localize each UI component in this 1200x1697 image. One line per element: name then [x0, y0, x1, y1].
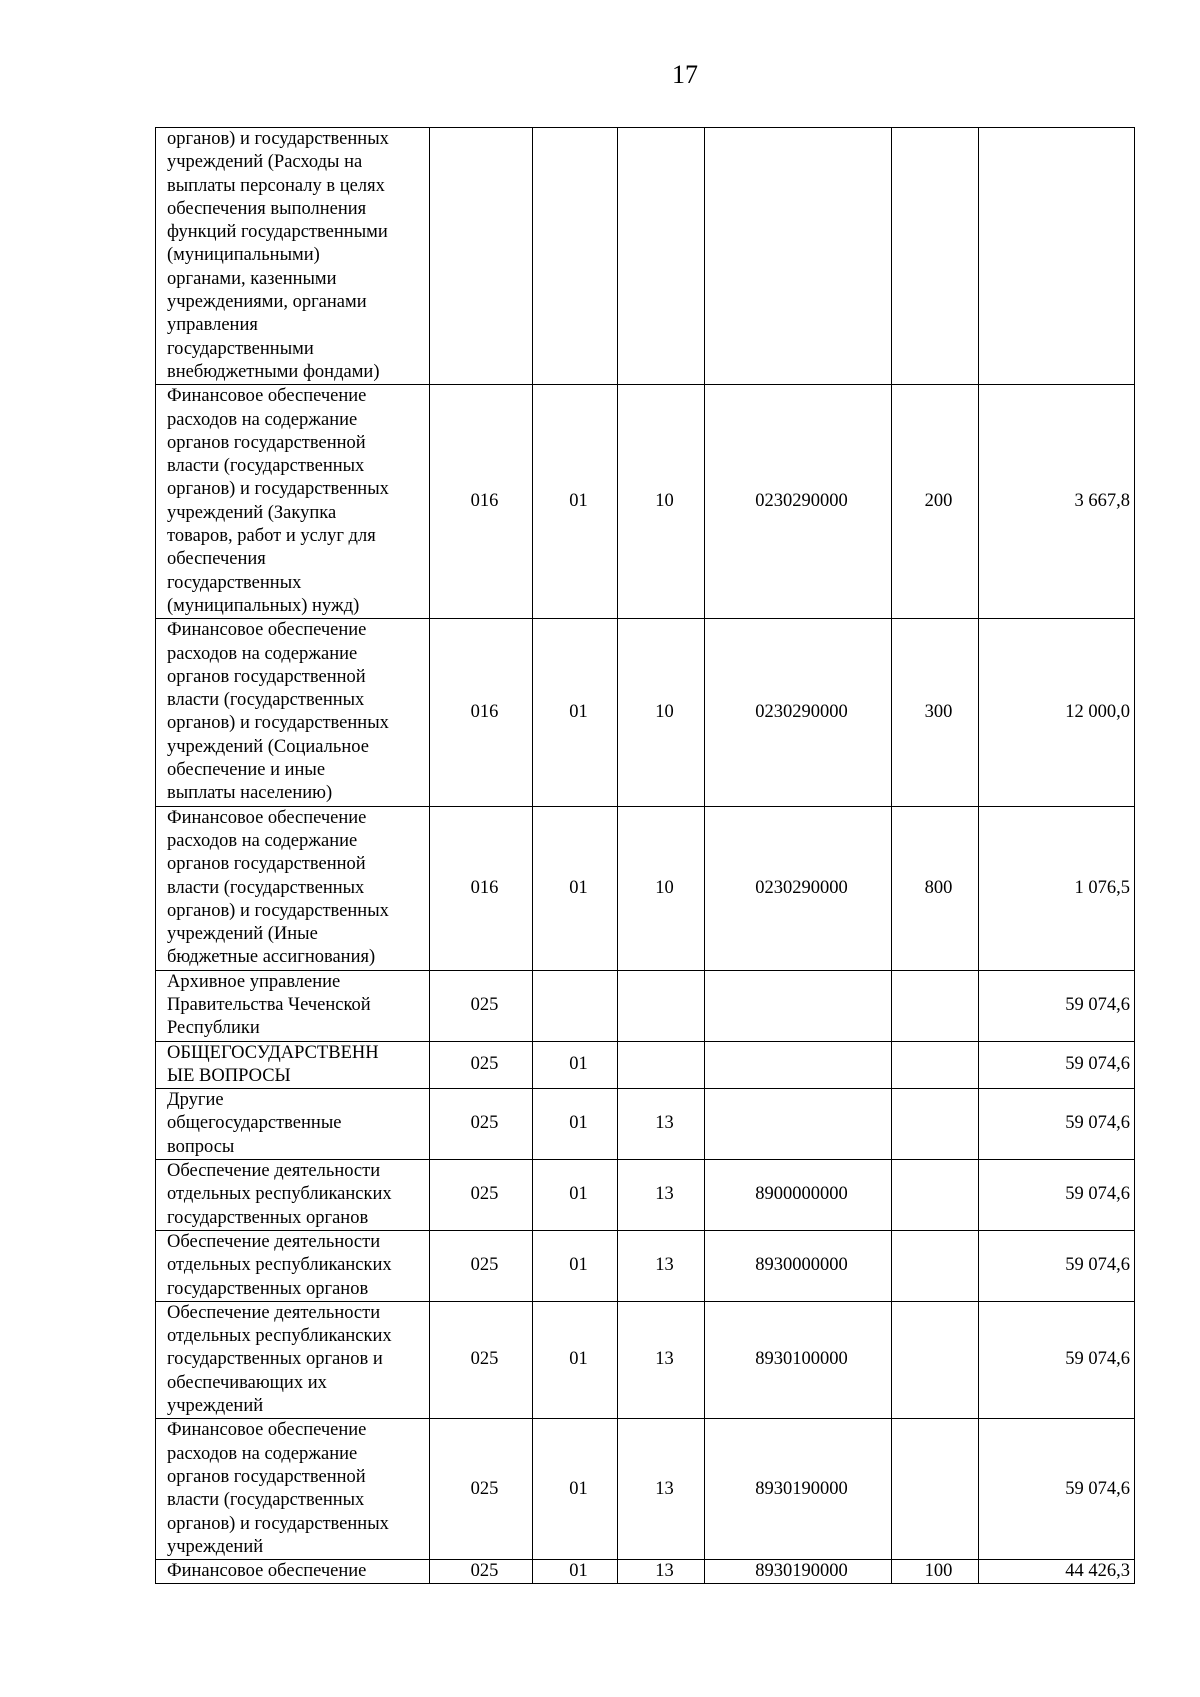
section-code [533, 970, 618, 1041]
table-row [156, 1041, 1135, 1089]
expense-type-code [892, 1230, 979, 1301]
target-article-code: 0230290000 [705, 619, 892, 806]
target-article-code: 8930000000 [705, 1230, 892, 1301]
amount: 44 426,3 [979, 1560, 1135, 1584]
page-number: 17 [672, 60, 698, 89]
ministry-code: 025 [430, 1419, 533, 1560]
subsection-code: 10 [618, 385, 705, 619]
section-code: 01 [533, 1089, 618, 1160]
expense-type-code: 800 [892, 806, 979, 970]
row-description: Обеспечение деятельности отдельных республиканских государственных органов [156, 1160, 430, 1231]
target-article-code: 8930100000 [705, 1301, 892, 1418]
row-description: Финансовое обеспечение расходов на содержание органов государственной власти (государственных органов) и государственных учреждений (Иные бюджетные ассигнования) [156, 806, 430, 970]
ministry-code: 025 [430, 1041, 533, 1089]
ministry-code [430, 128, 533, 385]
table-row [156, 619, 1135, 806]
section-code: 01 [533, 1560, 618, 1584]
ministry-code: 016 [430, 385, 533, 619]
expense-type-code [892, 1419, 979, 1560]
ministry-code: 025 [430, 970, 533, 1041]
subsection-code: 10 [618, 619, 705, 806]
amount: 59 074,6 [979, 1419, 1135, 1560]
subsection-code [618, 970, 705, 1041]
subsection-code [618, 1041, 705, 1089]
amount: 59 074,6 [979, 1089, 1135, 1160]
row-description: ОБЩЕГОСУДАРСТВЕНН ЫЕ ВОПРОСЫ [156, 1041, 430, 1089]
section-code [533, 128, 618, 385]
ministry-code: 025 [430, 1301, 533, 1418]
subsection-code: 13 [618, 1160, 705, 1231]
row-description: органов) и государственных учреждений (Расходы на выплаты персоналу в целях обеспечения выполнения функций государственными (муниципальными) органами, казенными учреждениями, органами управления государственными внебюджетными фондами) [156, 128, 430, 385]
section-code: 01 [533, 1419, 618, 1560]
amount: 12 000,0 [979, 619, 1135, 806]
amount: 59 074,6 [979, 1160, 1135, 1231]
expense-type-code: 100 [892, 1560, 979, 1584]
subsection-code: 13 [618, 1419, 705, 1560]
row-description: Обеспечение деятельности отдельных республиканских государственных органов и обеспечивающих их учреждений [156, 1301, 430, 1418]
budget-table [155, 127, 1135, 1584]
row-description: Финансовое обеспечение [156, 1560, 430, 1584]
section-code: 01 [533, 619, 618, 806]
target-article-code: 0230290000 [705, 385, 892, 619]
amount: 1 076,5 [979, 806, 1135, 970]
target-article-code [705, 1041, 892, 1089]
ministry-code: 025 [430, 1160, 533, 1231]
expense-type-code: 200 [892, 385, 979, 619]
expense-type-code [892, 128, 979, 385]
target-article-code: 8930190000 [705, 1419, 892, 1560]
table-row [156, 1560, 1135, 1584]
ministry-code: 016 [430, 619, 533, 806]
target-article-code: 8900000000 [705, 1160, 892, 1231]
row-description: Архивное управление Правительства Чеченской Республики [156, 970, 430, 1041]
table-row [156, 1089, 1135, 1160]
expense-type-code [892, 1301, 979, 1418]
subsection-code: 13 [618, 1230, 705, 1301]
table-row [156, 1301, 1135, 1418]
section-code: 01 [533, 1160, 618, 1231]
subsection-code: 13 [618, 1089, 705, 1160]
target-article-code: 0230290000 [705, 806, 892, 970]
row-description: Финансовое обеспечение расходов на содержание органов государственной власти (государственных органов) и государственных учреждений (Социальное обеспечение и иные выплаты населению) [156, 619, 430, 806]
target-article-code [705, 970, 892, 1041]
section-code: 01 [533, 1041, 618, 1089]
amount: 59 074,6 [979, 1301, 1135, 1418]
table-row [156, 1230, 1135, 1301]
table-row [156, 1160, 1135, 1231]
amount: 59 074,6 [979, 1041, 1135, 1089]
budget-table-body [156, 128, 1135, 1584]
amount: 59 074,6 [979, 1230, 1135, 1301]
ministry-code: 025 [430, 1230, 533, 1301]
ministry-code: 016 [430, 806, 533, 970]
section-code: 01 [533, 1230, 618, 1301]
ministry-code: 025 [430, 1560, 533, 1584]
table-row [156, 1419, 1135, 1560]
table-row [156, 128, 1135, 385]
amount: 59 074,6 [979, 970, 1135, 1041]
expense-type-code [892, 1160, 979, 1231]
target-article-code [705, 1089, 892, 1160]
subsection-code [618, 128, 705, 385]
table-row [156, 806, 1135, 970]
row-description: Финансовое обеспечение расходов на содержание органов государственной власти (государственных органов) и государственных учреждений [156, 1419, 430, 1560]
section-code: 01 [533, 806, 618, 970]
expense-type-code: 300 [892, 619, 979, 806]
amount: 3 667,8 [979, 385, 1135, 619]
subsection-code: 13 [618, 1560, 705, 1584]
row-description: Обеспечение деятельности отдельных республиканских государственных органов [156, 1230, 430, 1301]
subsection-code: 10 [618, 806, 705, 970]
section-code: 01 [533, 385, 618, 619]
amount [979, 128, 1135, 385]
target-article-code: 8930190000 [705, 1560, 892, 1584]
table-row [156, 385, 1135, 619]
expense-type-code [892, 970, 979, 1041]
row-description: Финансовое обеспечение расходов на содержание органов государственной власти (государственных органов) и государственных учреждений (Закупка товаров, работ и услуг для обеспечения государственных (муниципальных) нужд) [156, 385, 430, 619]
subsection-code: 13 [618, 1301, 705, 1418]
table-row [156, 970, 1135, 1041]
expense-type-code [892, 1089, 979, 1160]
row-description: Другие общегосударственные вопросы [156, 1089, 430, 1160]
ministry-code: 025 [430, 1089, 533, 1160]
section-code: 01 [533, 1301, 618, 1418]
expense-type-code [892, 1041, 979, 1089]
target-article-code [705, 128, 892, 385]
